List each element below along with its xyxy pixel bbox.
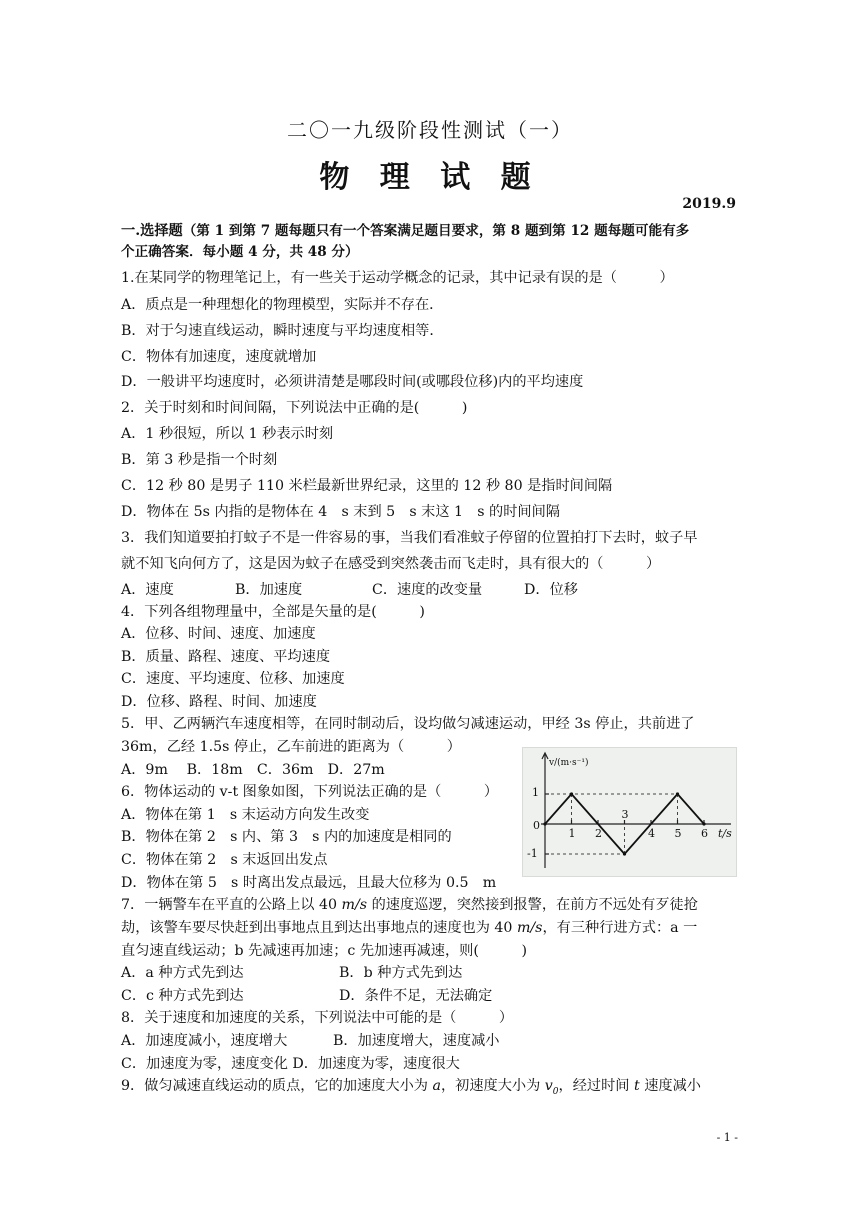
q7-option-a: A．a 种方式先到达 xyxy=(121,965,244,981)
q6-option-d: D．物体在第 5 s 时离出发点最远，且最大位移为 0.5 m xyxy=(121,875,497,891)
x-tick-2: 2 xyxy=(595,827,602,840)
q3-option-c: C．速度的改变量 xyxy=(372,582,483,598)
q8-options-ab xyxy=(121,1031,741,1051)
q6-option-b: B．物体在第 2 s 内、第 3 s 内的加速度是相同的 xyxy=(121,829,452,845)
q5-stem-1: 5．甲、乙两辆汽车速度相等，在同时制动后，设均做匀减速运动，甲经 3s 停止，共前进了 xyxy=(121,716,695,732)
q7-options-ab xyxy=(121,963,741,983)
subject-title: 物 理 试 题 xyxy=(319,160,541,195)
q1-stem: 1.在某同学的物理笔记上，有一些关于运动学概念的记录，其中记录有误的是（ ） xyxy=(121,270,674,286)
q3-option-a: A．速度 xyxy=(121,582,174,598)
q5-stem-2: 36m，乙经 1.5s 停止，乙车前进的距离为（ ） xyxy=(121,739,461,755)
q8-stem: 8．关于速度和加速度的关系，下列说法中可能的是（ ） xyxy=(121,1010,514,1026)
q8-options-cd: C．加速度为零，速度变化 D．加速度为零，速度很大 xyxy=(121,1056,460,1072)
x-tick-6: 6 xyxy=(701,827,708,840)
section-desc-2: 个正确答案．每小题 4 分，共 48 分） xyxy=(121,244,359,260)
t-axis-label: t/s xyxy=(718,827,732,840)
q1-option-d: D．一般讲平均速度时，必须讲清楚是哪段时间(或哪段位移)内的平均速度 xyxy=(121,374,584,390)
q7-s2b: ，有三种行进方式：a 一 xyxy=(542,920,698,936)
q6-option-c: C．物体在第 2 s 末返回出发点 xyxy=(121,852,328,868)
q7-unit-2: m/s xyxy=(516,920,543,936)
q4-stem: 4．下列各组物理量中，全部是矢量的是( ) xyxy=(121,604,425,620)
q1-option-b: B．对于匀速直线运动，瞬时速度与平均速度相等． xyxy=(121,323,444,339)
page-number: - 1 - xyxy=(716,1131,738,1144)
q7-stem-2 xyxy=(121,918,741,938)
q4-option-b: B．质量、路程、速度、平均速度 xyxy=(121,649,331,665)
q2-option-a: A．1 秒很短，所以 1 秒表示时刻 xyxy=(121,426,334,442)
q7-option-b: B．b 种方式先到达 xyxy=(339,965,463,981)
q3-stem-1: 3．我们知道要拍打蚊子不是一件容易的事，当我们看准蚊子停留的位置拍打下去时，蚊子早 xyxy=(121,530,698,546)
vt-graph-svg xyxy=(523,748,736,876)
q9-var-a: a xyxy=(432,1078,441,1094)
q2-option-c: C．12 秒 80 是男子 110 米栏最新世界纪录，这里的 12 秒 80 是指时间间隔 xyxy=(121,478,613,494)
q7-options-cd xyxy=(121,986,741,1006)
q4-option-c: C．速度、平均速度、位移、加速度 xyxy=(121,671,345,687)
q7-stem-3: 直匀速直线运动；b 先减速再加速；c 先加速再减速，则( ) xyxy=(121,943,527,959)
q5-options: A．9m B．18m C．36m D．27m xyxy=(121,762,385,778)
q7-s1a: 7．一辆警车在平直的公路上以 40 xyxy=(121,897,342,913)
x-tick-4: 4 xyxy=(648,827,655,840)
exam-title: 二〇一九级阶段性测试（一） xyxy=(287,118,573,142)
q1-option-a: A．质点是一种理想化的物理模型，实际并不存在． xyxy=(121,297,444,313)
q3-option-d: D．位移 xyxy=(524,582,578,598)
q6-option-a: A．物体在第 1 s 末运动方向发生改变 xyxy=(121,807,370,823)
q9-p4: 速度减小 xyxy=(639,1078,701,1094)
q9-p2: ，初速度大小为 xyxy=(440,1078,545,1094)
y-tick-1: 1 xyxy=(532,786,539,799)
section-desc-1: （第 1 到第 7 题每题只有一个答案满足题目要求，第 8 题到第 12 题每题可能有多 xyxy=(182,223,690,239)
q9-var-v: v xyxy=(544,1078,553,1094)
q8-option-a: A．加速度减小，速度增大 xyxy=(121,1033,288,1049)
x-tick-1: 1 xyxy=(568,827,576,840)
q7-s1b: 的速度巡逻，突然接到报警，在前方不远处有歹徒抢 xyxy=(367,897,698,913)
x-tick-5: 5 xyxy=(674,827,682,840)
q7-stem-1 xyxy=(121,895,741,915)
x-tick-3: 3 xyxy=(621,808,629,821)
q9-var-t: t xyxy=(633,1078,640,1094)
q3-stem-2: 就不知飞向何方了，这是因为蚊子在感受到突然袭击而飞走时，具有很大的（ ） xyxy=(121,556,661,572)
q9-var-v-sub: 0 xyxy=(552,1086,559,1097)
q1-option-c: C．物体有加速度，速度就增加 xyxy=(121,349,317,365)
exam-date: 2019.9 xyxy=(682,196,736,212)
y-tick-minus-1: -1 xyxy=(527,847,538,860)
section-heading: 一.选择题 xyxy=(121,223,183,239)
q3-options xyxy=(121,580,741,600)
q8-option-b: B．加速度增大，速度减小 xyxy=(333,1033,500,1049)
q9-stem xyxy=(121,1076,741,1102)
q7-option-d: D．条件不足，无法确定 xyxy=(339,988,493,1004)
q2-stem: 2．关于时刻和时间间隔，下列说法中正确的是( ) xyxy=(121,400,468,416)
vt-graph xyxy=(522,747,737,877)
q7-s2a: 劫，该警车要尽快赶到出事地点且到达出事地点的速度也为 40 xyxy=(121,920,517,936)
q2-option-d: D．物体在 5s 内指的是物体在 4 s 末到 5 s 末这 1 s 的时间间隔 xyxy=(121,504,560,520)
q7-option-c: C．c 种方式先到达 xyxy=(121,988,244,1004)
q9-p1: 9．做匀减速直线运动的质点，它的加速度大小为 xyxy=(121,1078,433,1094)
q7-unit-1: m/s xyxy=(341,897,368,913)
q6-stem: 6．物体运动的 v-t 图象如图，下列说法正确的是（ ） xyxy=(121,784,499,800)
section-heading-line xyxy=(121,221,741,241)
q9-p3: ，经过时间 xyxy=(558,1078,634,1094)
v-axis-label: v/(m·s⁻¹) xyxy=(549,758,589,768)
q4-option-a: A．位移、时间、速度、加速度 xyxy=(121,626,316,642)
q3-option-b: B．加速度 xyxy=(235,582,303,598)
q4-option-d: D．位移、路程、时间、加速度 xyxy=(121,694,317,710)
origin-label: 0 xyxy=(533,819,540,832)
q2-option-b: B．第 3 秒是指一个时刻 xyxy=(121,452,278,468)
